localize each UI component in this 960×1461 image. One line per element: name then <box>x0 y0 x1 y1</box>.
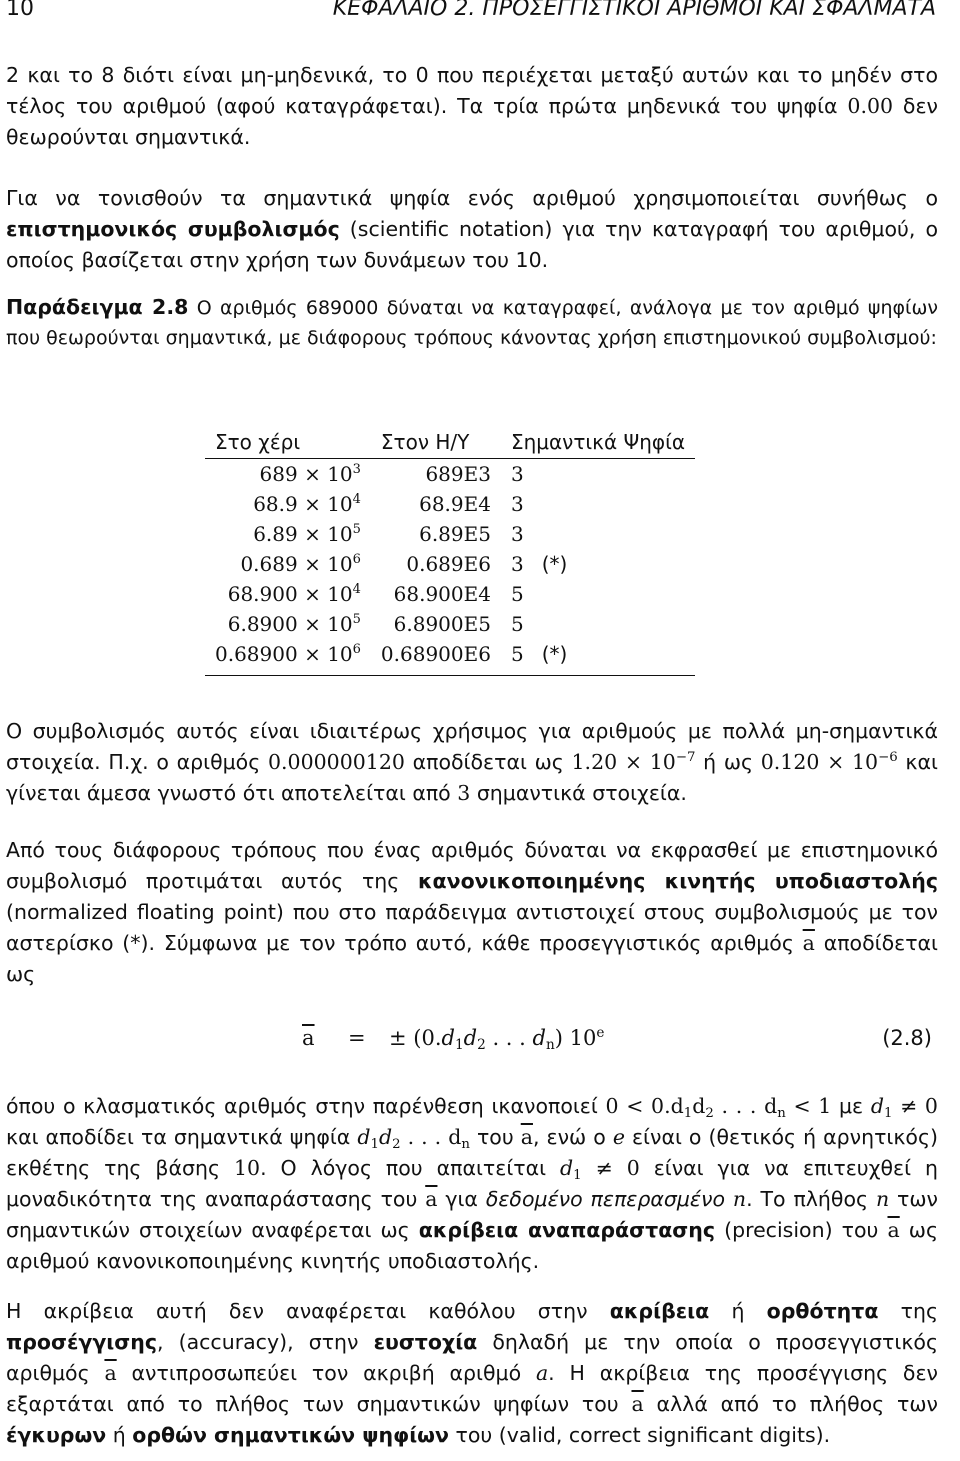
exponent: e <box>596 1024 605 1041</box>
table-body <box>205 459 695 676</box>
paragraph-significant-digits <box>6 60 938 153</box>
math: 0.000000120 <box>267 750 405 774</box>
eq-lhs: $\overline{a}$ <box>302 1026 315 1050</box>
text: . Το πλήθος <box>746 1187 876 1211</box>
text: (scientific notation) για την καταγραφή του αριθμού, ο οποίος βασίζεται στην χρήση των δυνάμεων του 10. <box>6 217 938 272</box>
by-hand-cell <box>205 489 371 519</box>
normalized-marker: (*) <box>541 642 568 666</box>
sig-count: 3 <box>510 522 524 546</box>
term-bold: έγκυρων <box>6 1423 107 1447</box>
math: . . . d <box>713 1094 778 1118</box>
math: 1.20 × 10 <box>571 750 676 774</box>
math <box>357 1125 470 1152</box>
by-hand-cell <box>205 459 371 490</box>
times-sign: × 10 <box>297 462 353 486</box>
text: των σημαντικών στοιχείων αναφέρεται ως <box>6 1187 938 1242</box>
computer-cell: 6.8900E5 <box>393 612 491 636</box>
mantissa: 6.89 <box>253 522 298 546</box>
exponent: 6 <box>352 642 361 658</box>
math <box>572 750 696 774</box>
sig-digits-cell <box>501 579 695 609</box>
table-row <box>205 459 695 490</box>
math: d <box>870 1094 884 1118</box>
exponent: −6 <box>878 750 898 766</box>
text: ή <box>106 1423 133 1447</box>
times-sign: × 10 <box>297 642 353 666</box>
exponent: 3 <box>352 462 361 478</box>
sig-digits-cell <box>501 489 695 519</box>
sig-digits-cell <box>501 639 695 676</box>
times-sign: × 10 <box>297 492 353 516</box>
math <box>560 1156 640 1183</box>
mantissa: 68.900 <box>227 582 298 606</box>
text: του (valid, correct significant digits). <box>448 1423 831 1447</box>
text: αντιπροσωπεύει τον ακριβή αριθμό <box>116 1361 536 1385</box>
subscript: 2 <box>477 1037 486 1054</box>
math: $\overline{a}$ <box>887 1218 900 1242</box>
math <box>761 750 898 774</box>
math: d <box>441 1026 455 1050</box>
table-row <box>205 519 695 549</box>
math: 3 <box>457 781 471 805</box>
math: ≠ 0 <box>581 1156 640 1180</box>
subscript: n <box>545 1037 555 1054</box>
example-label: Παράδειγμα 2.8 <box>6 295 189 319</box>
column-header: Στο χέρι <box>205 430 371 459</box>
text: ως αριθμού κανονικοποιημένης κινητής υποδιαστολής. <box>6 1218 939 1273</box>
sig-count: 3 <box>510 462 524 486</box>
text: και γίνεται άμεσα γνωστό ότι αποτελείται από <box>6 750 938 805</box>
text: του <box>469 1125 521 1149</box>
text: με <box>831 1094 871 1118</box>
math: 0.120 × 10 <box>760 750 879 774</box>
text: σημαντικά στοιχεία. <box>470 781 687 805</box>
math: d <box>378 1125 393 1149</box>
math: 0.00 <box>847 94 894 118</box>
sig-digits-cell <box>501 519 695 549</box>
term-bold: επιστημονικός συμβολισμός <box>6 217 340 241</box>
subscript: 1 <box>370 1136 379 1152</box>
example-paragraph <box>6 292 938 353</box>
math: ≠ 0 <box>892 1094 938 1118</box>
computer-cell: 68.900E4 <box>393 582 491 606</box>
computer-cell: 68.9E4 <box>419 492 491 516</box>
math: d <box>463 1026 478 1050</box>
term-bold: προσέγγισης <box>6 1330 157 1354</box>
math: < 1 <box>785 1094 832 1118</box>
paragraph-accuracy <box>6 1296 938 1451</box>
sig-digits-cell <box>501 459 695 490</box>
subscript: 1 <box>683 1105 693 1121</box>
by-hand-cell <box>205 639 371 676</box>
table-row <box>205 609 695 639</box>
text: και αποδίδει τα σημαντικά ψηφία <box>6 1125 358 1149</box>
text: , ενώ ο <box>532 1125 613 1149</box>
table-row <box>205 579 695 609</box>
math: 10 <box>233 1156 261 1180</box>
exponent: 5 <box>352 612 361 628</box>
subscript: 1 <box>883 1105 893 1121</box>
times-sign: × 10 <box>297 612 353 636</box>
text: αποδίδεται ως <box>404 750 572 774</box>
italic-text: δεδομένο πεπερασμένο <box>485 1187 726 1211</box>
math: 0 < 0.d <box>605 1094 684 1118</box>
table-row <box>205 549 695 579</box>
computer-cell: 0.689E6 <box>406 552 491 576</box>
table-row <box>205 489 695 519</box>
computer-cell: 689E3 <box>425 462 491 486</box>
text: , (accuracy), στην <box>156 1330 374 1354</box>
text: Ο συμβολισμός αυτός είναι ιδιαιτέρως χρήσιμος για αριθμούς με πολλά μη-σημαντικά στοιχεία. Π.χ. ο αριθμός <box>6 719 938 774</box>
math: ) 10 <box>554 1026 597 1050</box>
column-header: Σημαντικά Ψηφία <box>501 430 695 459</box>
text: δεν θεωρούνται σημαντικά. <box>6 94 939 149</box>
times-sign: × 10 <box>297 582 353 606</box>
exponent: 4 <box>352 582 361 598</box>
subscript: n <box>461 1136 470 1152</box>
math: e <box>612 1125 625 1149</box>
computer-cell: 0.68900E6 <box>371 639 501 676</box>
text: 2 και το 8 διότι είναι μη-μηδενικά, το 0 που περιέχεται μεταξύ αυτών και το μηδέν στο τέλος του αριθμού (αφού καταγράφεται). Τα τρία πρώτα μηδενικά του ψηφία <box>6 63 938 118</box>
eq-rhs <box>389 1024 605 1054</box>
math <box>605 1094 832 1121</box>
math: $\overline{a}$ <box>425 1187 438 1211</box>
sig-count: 5 <box>510 582 524 606</box>
chapter-title: ΚΕΦΑΛΑΙΟ 2. ΠΡΟΣΕΓΓΙΣΤΙΚΟΙ ΑΡΙΘΜΟΙ ΚΑΙ ΣΦΑΛΜΑΤΑ <box>332 0 936 21</box>
text: Ο αριθμός 689000 δύναται να καταγραφεί, ανάλογα με τον αριθμό ψηφίων που θεωρούνται σημαντικά, με διάφορους τρόπους κάνοντας χρήση επιστημονικού συμβολισμού: <box>6 297 938 349</box>
math: $\overline{a}$ <box>520 1125 533 1149</box>
exponent: 6 <box>352 552 361 568</box>
computer-cell: 6.89E5 <box>419 522 491 546</box>
table-row <box>205 639 695 676</box>
subscript: 1 <box>454 1037 464 1054</box>
math: $\overline{a}$ <box>631 1392 644 1416</box>
text <box>725 1187 733 1211</box>
times-sign: × 10 <box>297 522 353 546</box>
math: a <box>535 1361 549 1385</box>
math: $\overline{a}$ <box>104 1361 117 1385</box>
subscript: 2 <box>705 1105 714 1121</box>
text: για <box>437 1187 486 1211</box>
table-header-row <box>205 430 695 459</box>
math <box>870 1094 938 1121</box>
paragraph-normalized <box>6 835 938 990</box>
mantissa: 6.8900 <box>227 612 298 636</box>
normalized-marker: (*) <box>541 552 568 576</box>
math: d <box>560 1156 574 1180</box>
text: αποδίδεται ως <box>6 931 938 986</box>
subscript: 2 <box>392 1136 401 1152</box>
term-bold: ευστοχία <box>373 1330 478 1354</box>
term-bold: ακρίβεια αναπαράστασης <box>418 1218 715 1242</box>
exponent: 5 <box>352 522 361 538</box>
text: ή ως <box>695 750 761 774</box>
paragraph-usefulness <box>6 716 938 809</box>
text: (precision) του <box>715 1218 888 1242</box>
mantissa: 0.689 <box>240 552 298 576</box>
math: d <box>357 1125 371 1149</box>
by-hand-cell <box>205 519 371 549</box>
exponent: −7 <box>675 750 696 766</box>
eq-equals: = <box>348 1026 366 1050</box>
subscript: 1 <box>573 1167 582 1183</box>
text: είναι για να επιτευχθεί η μοναδικότητα της αναπαράστασης του <box>6 1156 938 1211</box>
text: αλλά από το πλήθος των <box>643 1392 938 1416</box>
text: όπου ο κλασματικός αριθμός στην παρένθεση ικανοποιεί <box>6 1094 606 1118</box>
text: . Ο λόγος που απαιτείται <box>260 1156 561 1180</box>
page-number: 10 <box>6 0 34 21</box>
equation-2-8 <box>6 1026 938 1060</box>
significant-digits-table <box>205 430 695 676</box>
mantissa: 68.9 <box>253 492 298 516</box>
text: της <box>878 1299 938 1323</box>
sig-count: 3 <box>510 492 524 516</box>
math: d <box>532 1026 546 1050</box>
mantissa: 689 <box>259 462 298 486</box>
text: Για να τονισθούν τα σημαντικά ψηφία ενός αριθμού χρησιμοποιείται συνήθως ο <box>6 186 938 210</box>
paragraph-scientific-notation <box>6 183 938 276</box>
sig-count: 5 <box>510 642 524 666</box>
sig-count: 5 <box>510 612 524 636</box>
text: δηλαδή με την οποία ο προσεγγιστικός αριθμός <box>6 1330 938 1385</box>
text: Από τους διάφορους τρόπους που ένας αριθμός δύναται να εκφρασθεί με επιστημονικό συμβολισμό προτιμάται αυτός της <box>6 838 938 893</box>
mantissa: 0.68900 <box>215 642 298 666</box>
paragraph-definition <box>6 1091 938 1277</box>
math: . . . <box>485 1026 533 1050</box>
by-hand-cell <box>205 609 371 639</box>
subscript: n <box>777 1105 786 1121</box>
term-bold: κανονικοποιημένης κινητής υποδιαστολής <box>417 869 938 893</box>
text: ή <box>709 1299 767 1323</box>
text: (normalized floating point) που στο παράδειγμα αντιστοιχεί στους συμβολισμούς με τον αστερίσκο (*). Σύμφωνα με τον τρόπο αυτό, κάθε προσεγγιστικός αριθμός <box>6 900 938 955</box>
term-bold: ακρίβεια <box>609 1299 710 1323</box>
sig-digits-cell <box>501 549 695 579</box>
text: . Η ακρίβεια της προσέγγισης δεν εξαρτάται από το πλήθος των σημαντικών ψηφίων του <box>6 1361 938 1416</box>
sig-digits-cell <box>501 609 695 639</box>
term-bold: ορθών σημαντικών ψηφίων <box>132 1423 449 1447</box>
text: Η ακρίβεια αυτή δεν αναφέρεται καθόλου στην <box>6 1299 610 1323</box>
math: d <box>692 1094 706 1118</box>
math: $\overline{a}$ <box>802 931 815 955</box>
sig-count: 3 <box>510 552 524 576</box>
math: . . . d <box>400 1125 462 1149</box>
equation-number: (2.8) <box>882 1026 932 1050</box>
by-hand-cell <box>205 549 371 579</box>
column-header: Στον Η/Υ <box>371 430 501 459</box>
term-bold: ορθότητα <box>766 1299 879 1323</box>
page-header <box>6 0 936 32</box>
math: n <box>875 1187 890 1211</box>
math: n <box>732 1187 747 1211</box>
times-sign: × 10 <box>297 552 353 576</box>
math: ± (0. <box>389 1026 442 1050</box>
exponent: 4 <box>352 492 361 508</box>
by-hand-cell <box>205 579 371 609</box>
text: είναι ο (θετικός ή αρνητικός) εκθέτης της βάσης <box>6 1125 939 1180</box>
